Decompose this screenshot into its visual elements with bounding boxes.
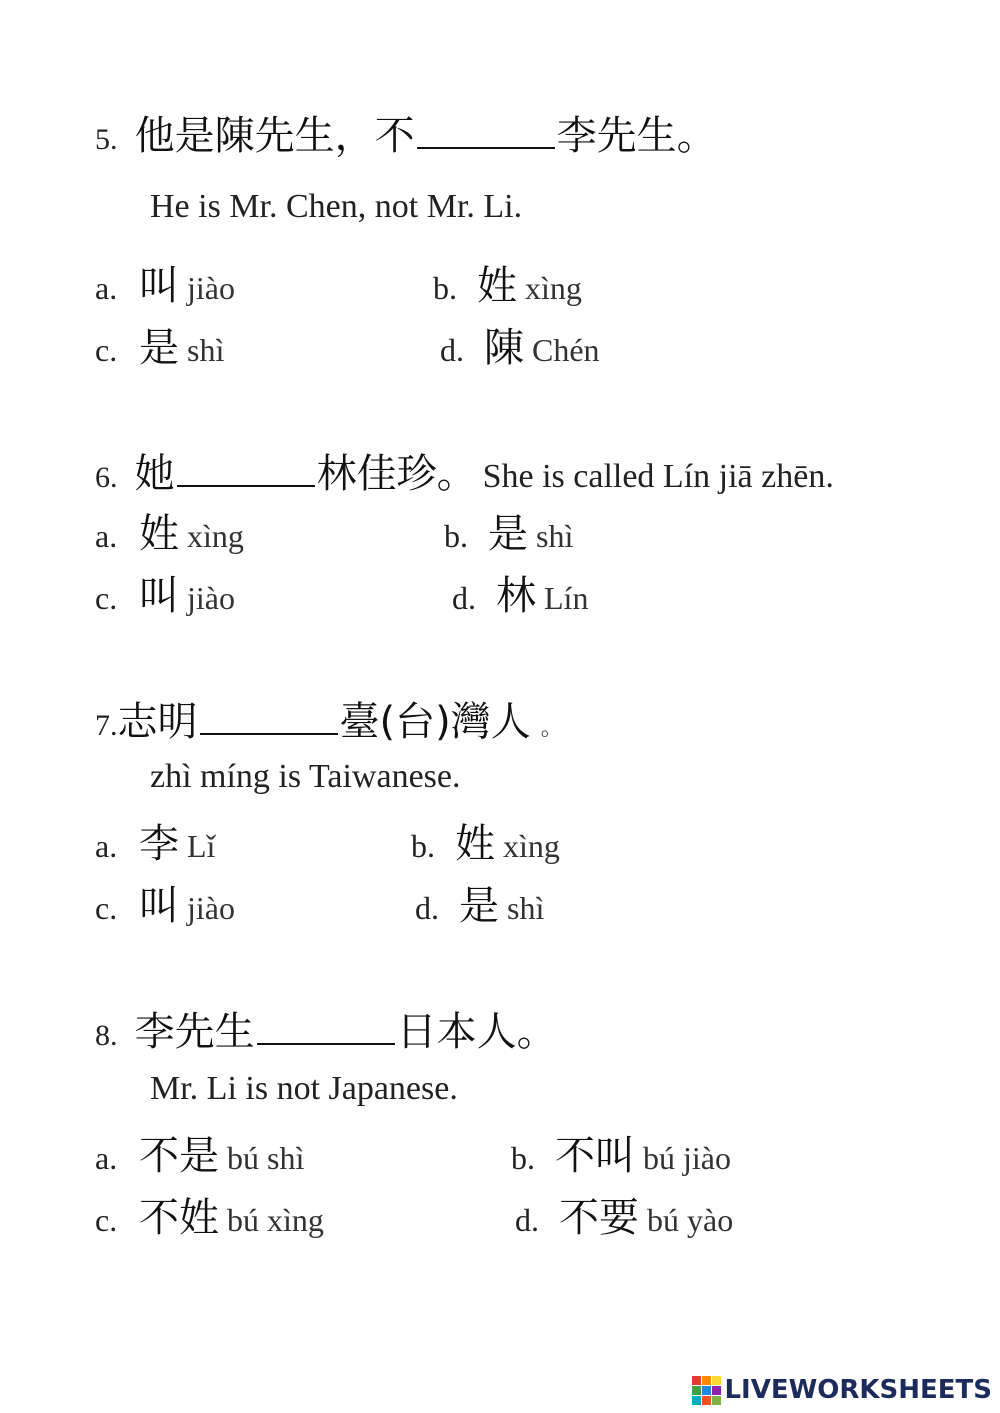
option-pinyin: xìng: [525, 270, 582, 306]
option-pinyin: Chén: [532, 332, 600, 368]
question-text-after: 林佳珍。: [316, 451, 477, 497]
option-6c[interactable]: [95, 564, 235, 621]
question-6-translation: She is called Lín jiā zhēn.: [482, 458, 834, 495]
option-char: 叫: [139, 573, 179, 619]
question-number: 8.: [95, 1019, 118, 1052]
option-char: 姓: [477, 263, 517, 309]
option-char: 叫: [139, 263, 179, 309]
option-char: 姓: [139, 511, 179, 557]
option-pinyin: jiào: [187, 890, 235, 926]
option-letter: b.: [444, 518, 468, 554]
logo-tile: [702, 1376, 711, 1385]
option-pinyin: jiào: [187, 270, 235, 306]
option-char: 不是: [139, 1133, 219, 1179]
option-pinyin: bú shì: [227, 1140, 305, 1176]
option-letter: c.: [95, 332, 118, 368]
option-5c[interactable]: [95, 316, 224, 373]
question-6: [95, 442, 834, 499]
answer-blank[interactable]: [257, 1009, 395, 1045]
option-6d[interactable]: [452, 564, 588, 621]
option-pinyin: bú xìng: [227, 1202, 324, 1238]
option-letter: a.: [95, 270, 118, 306]
option-letter: a.: [95, 828, 118, 864]
option-5d[interactable]: [440, 316, 600, 373]
option-7b[interactable]: [411, 812, 560, 869]
logo-tile: [712, 1396, 721, 1405]
option-letter: d.: [440, 332, 464, 368]
option-letter: b.: [511, 1140, 535, 1176]
question-8-translation: Mr. Li is not Japanese.: [150, 1070, 458, 1107]
option-char: 是: [459, 883, 499, 929]
option-letter: b.: [411, 828, 435, 864]
option-8a[interactable]: [95, 1124, 304, 1181]
option-8c[interactable]: [95, 1186, 324, 1243]
question-number: 7.: [95, 709, 118, 742]
option-letter: c.: [95, 1202, 118, 1238]
option-7c[interactable]: [95, 874, 235, 931]
end-punctuation: 。: [540, 715, 563, 740]
question-5: [95, 104, 717, 161]
question-text-before: 李先生: [134, 1009, 255, 1055]
option-pinyin: shì: [507, 890, 545, 926]
option-char: 姓: [455, 821, 495, 867]
liveworksheets-logo: [692, 1375, 992, 1405]
option-letter: c.: [95, 890, 118, 926]
logo-grid-icon: [692, 1376, 721, 1405]
option-letter: d.: [415, 890, 439, 926]
answer-blank[interactable]: [177, 451, 315, 487]
option-pinyin: Lín: [544, 580, 589, 616]
question-7-translation: zhì míng is Taiwanese.: [150, 758, 461, 795]
question-text-before: 他是陳先生，不: [134, 113, 415, 159]
option-char: 是: [139, 325, 179, 371]
option-pinyin: shì: [536, 518, 574, 554]
option-pinyin: jiào: [187, 580, 235, 616]
logo-tile: [692, 1386, 701, 1395]
question-text-after: 日本人。: [396, 1009, 557, 1055]
logo-tile: [712, 1376, 721, 1385]
option-char: 不要: [559, 1195, 639, 1241]
question-text-before: 志明: [117, 699, 198, 745]
option-char: 林: [496, 573, 536, 619]
logo-tile: [702, 1396, 711, 1405]
option-char: 不叫: [555, 1133, 635, 1179]
option-char: 陳: [484, 325, 524, 371]
option-letter: a.: [95, 518, 118, 554]
option-pinyin: shì: [187, 332, 225, 368]
option-8d[interactable]: [515, 1186, 733, 1243]
question-5-translation: He is Mr. Chen, not Mr. Li.: [150, 188, 523, 225]
option-5a[interactable]: [95, 254, 235, 311]
option-7a[interactable]: [95, 812, 215, 869]
logo-tile: [692, 1396, 701, 1405]
answer-blank[interactable]: [200, 699, 338, 735]
question-text-after: 臺(台)灣人: [339, 699, 531, 745]
logo-tile: [692, 1376, 701, 1385]
option-6a[interactable]: [95, 502, 244, 559]
option-pinyin: xìng: [187, 518, 244, 554]
option-char: 叫: [139, 883, 179, 929]
option-8b[interactable]: [511, 1124, 731, 1181]
logo-tile: [712, 1386, 721, 1395]
option-5b[interactable]: [433, 254, 582, 311]
option-char: 不姓: [139, 1195, 219, 1241]
option-letter: b.: [433, 270, 457, 306]
option-letter: d.: [452, 580, 476, 616]
option-char: 是: [488, 511, 528, 557]
option-pinyin: xìng: [503, 828, 560, 864]
option-pinyin: Lǐ: [187, 828, 216, 864]
option-char: 李: [139, 821, 179, 867]
option-letter: d.: [515, 1202, 539, 1238]
question-number: 6.: [95, 461, 118, 494]
question-7: [95, 690, 563, 747]
question-text-after: 李先生。: [556, 113, 717, 159]
logo-tile: [702, 1386, 711, 1395]
logo-text: LIVEWORKSHEETS: [724, 1375, 992, 1405]
question-text-before: 她: [134, 451, 175, 497]
option-6b[interactable]: [444, 502, 573, 559]
option-pinyin: bú jiào: [643, 1140, 731, 1176]
option-pinyin: bú yào: [647, 1202, 734, 1238]
option-letter: c.: [95, 580, 118, 616]
answer-blank[interactable]: [417, 113, 555, 149]
question-8: [95, 1000, 557, 1057]
option-letter: a.: [95, 1140, 118, 1176]
option-7d[interactable]: [415, 874, 544, 931]
question-number: 5.: [95, 123, 118, 156]
